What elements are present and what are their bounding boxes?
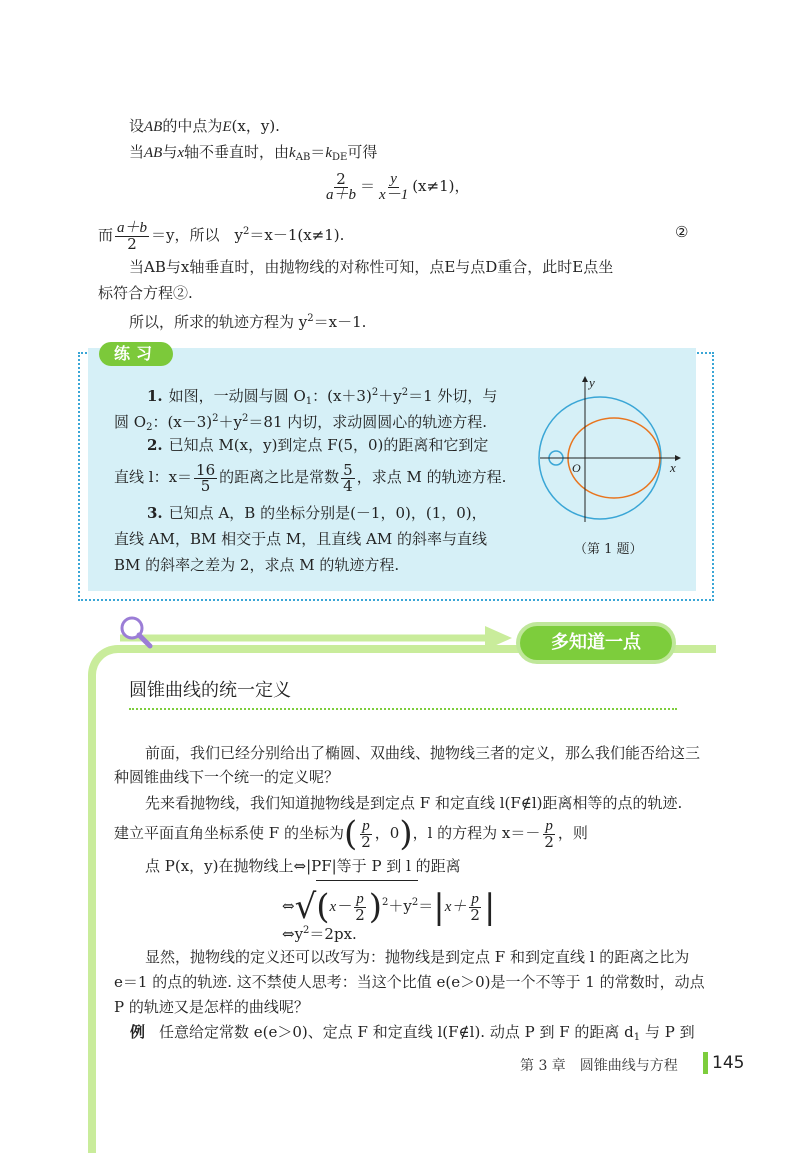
text: 建立平面直角坐标系使 F 的坐标为 [114,824,344,842]
text: 任意给定常数 e(e＞0)、定点 F 和定直线 l(F∉l). 动点 P 到 F 的距离 d [159,1023,634,1041]
more-line-11 [130,1021,695,1049]
fraction [468,892,482,923]
text: ＝1 外切，与 [408,387,498,405]
axis-x-label: x [670,460,676,475]
denominator: a＋b [326,186,357,203]
text-line-6: 标符合方程②. [98,284,193,302]
fraction [542,819,556,850]
y-axis-arrow-icon [582,376,588,382]
superscript: 2 [212,413,219,424]
numerator: p [356,890,364,907]
text: ＝y，所以 y [151,226,243,244]
fraction [353,892,367,923]
text: ：(x－3) [152,413,213,431]
practice-item-2-line-2 [114,460,506,494]
text: ＝ [418,897,434,915]
numerator: 16 [196,460,216,479]
math: AB [144,145,163,161]
fraction [359,819,373,850]
abs-bar: | [483,887,496,927]
text: ＝x－1(x≠1). [249,226,345,244]
denominator: 2 [544,832,554,851]
superscript: 2 [382,897,389,908]
text-line-5: 当AB与x轴垂直时，由抛物线的对称性可知，点E与点D重合，此时E点坐 [129,258,614,276]
math-e: E [222,119,232,135]
more-line-7 [282,920,357,945]
more-line-2: 种圆锥曲线下一个统一的定义呢？ [114,768,340,786]
practice-item-3 [147,502,487,524]
more-line-9: e＝1 的点的轨迹. 这不禁使人思考：当这个比值 e(e＞0)是一个不等于 1 的常数时，动点 [114,973,705,991]
numerator: a＋b [117,219,148,236]
page-number: 145 [712,1053,745,1073]
text: ＝81 内切，求动圆圆心的轨迹方程. [248,413,488,431]
fraction [341,460,355,495]
item-number: 1. [147,387,163,405]
text: 已知点 A，B 的坐标分别是(－1，0)，(1，0)， [168,504,487,522]
text: ＋y [218,413,243,431]
magnifier-icon [116,612,156,652]
text-line-2 [129,141,377,169]
item-number: 2. [147,436,163,454]
paren-open: ( [343,814,358,854]
superscript: 2 [242,226,250,237]
text: x＋ [444,899,467,915]
denominator: 2 [355,905,365,924]
text: (x≠1)， [412,177,470,195]
text: x－ [329,899,352,915]
subscript: 2 [146,422,153,433]
text-line-7 [129,308,366,333]
practice-item-3-line-2: 直线 AM，BM 相交于点 M，且直线 AM 的斜率与直线 [114,530,487,548]
more-line-3: 先来看抛物线，我们知道抛物线是到定点 F 和定直线 l(F∉l)距离相等的点的轨迹. [145,794,683,812]
numerator: y [390,170,397,187]
text: ＝2px. [309,925,357,943]
more-line-4 [114,814,588,854]
denominator: 2 [127,234,137,253]
denominator: 5 [200,476,211,495]
math-ab: AB [144,119,163,135]
superscript: 2 [242,413,249,424]
chapter-title: 第 3 章 圆锥曲线与方程 [520,1058,678,1074]
text-line-1 [129,115,280,138]
text: ，求点 M 的轨迹方程. [356,468,507,486]
math: k [325,145,332,161]
fraction [324,169,358,203]
subscript: AB [295,152,311,163]
figure-caption: （第 1 题） [574,542,643,557]
text: 如图，一动圆与圆 O [168,387,306,405]
practice-tag: 练习 [99,342,173,366]
equation-1 [322,168,469,204]
text: ＝x－1. [313,313,367,331]
fraction [377,172,410,203]
text: ，0 [374,824,400,842]
numerator: 2 [336,169,346,188]
subscript: 1 [633,1032,641,1043]
text: 圆 O [114,413,147,431]
title-rule [129,708,677,710]
axis-y-label: y [589,375,595,390]
superscript: 2 [307,313,314,324]
text: 已知点 M(x，y)到定点 F(5，0)的距离和它到定 [168,436,489,454]
example-label: 例 [130,1023,146,1041]
text: 设 [129,117,145,135]
superscript: 2 [303,925,310,936]
numerator: p [471,890,479,907]
text: 直线 l：x＝ [114,468,193,486]
text: ，则 [557,824,588,842]
superscript: 2 [411,897,419,908]
abs-bar: | [433,887,445,927]
paren-close: ) [368,887,382,927]
section-title: 圆锥曲线的统一定义 [129,680,291,701]
footer-bar [703,1052,708,1074]
text: 而 [98,226,114,244]
more-line-1: 前面，我们已经分别给出了椭圆、双曲线、抛物线三者的定义，那么我们能否给这三 [145,744,701,762]
sqrt-sign: √ [294,887,317,927]
text: 的距离之比是常数 [219,468,340,486]
text: 与 [162,143,178,161]
fraction [194,460,217,495]
math: x [177,145,185,161]
text: ⇔y [282,925,304,943]
numerator: p [545,817,553,834]
text-line-4 [98,215,344,252]
more-line-10: P 的轨迹又是怎样的曲线呢？ [114,998,309,1016]
text: ＋y [378,387,402,405]
text: 所以，所求的轨迹方程为 y [129,313,308,331]
subscript: DE [331,152,348,163]
text: ＋y [388,897,412,915]
denominator: 4 [343,476,353,495]
fraction [115,221,149,252]
subscript: 1 [305,396,313,407]
item-number: 3. [147,504,163,522]
text: ⇔ [282,897,295,915]
origin-label: O [572,461,581,475]
text: 轴不垂直时，由 [184,143,290,161]
numerator: p [362,817,370,834]
numerator: 5 [343,460,353,479]
denominator: 2 [470,905,480,924]
superscript: 2 [401,387,409,398]
more-line-5: 点 P(x，y)在抛物线上⇔|PF|等于 P 到 l 的距离 [145,857,461,875]
text: 可得 [347,143,378,161]
x-axis-arrow-icon [675,455,681,461]
math-coord: (x，y). [231,117,280,135]
text: ＝ [360,177,376,195]
text: ，l 的方程为 x＝－ [412,824,541,842]
text: 的中点为 [162,117,223,135]
circles-figure [535,372,685,532]
practice-item-2 [147,434,488,456]
section-arrow [120,618,520,648]
text: 当 [129,143,145,161]
more-line-8: 显然，抛物线的定义还可以改写为：抛物线是到定点 F 和到定直线 l 的距离之比为 [145,948,690,966]
denominator: x－1 [379,186,409,203]
text: ＝ [310,143,326,161]
text: 与 P 到 [640,1023,695,1041]
denominator: 2 [361,832,371,851]
math: k [289,145,296,161]
paren-close: ) [399,814,413,854]
know-more-tag: 多知道一点 [520,626,672,660]
equation-marker: ② [675,223,689,241]
text: ：(x＋3) [312,387,372,405]
superscript: 2 [371,387,379,398]
practice-item-3-line-3: BM 的斜率之差为 2，求点 M 的轨迹方程. [114,556,400,574]
paren-open: ( [316,887,330,927]
